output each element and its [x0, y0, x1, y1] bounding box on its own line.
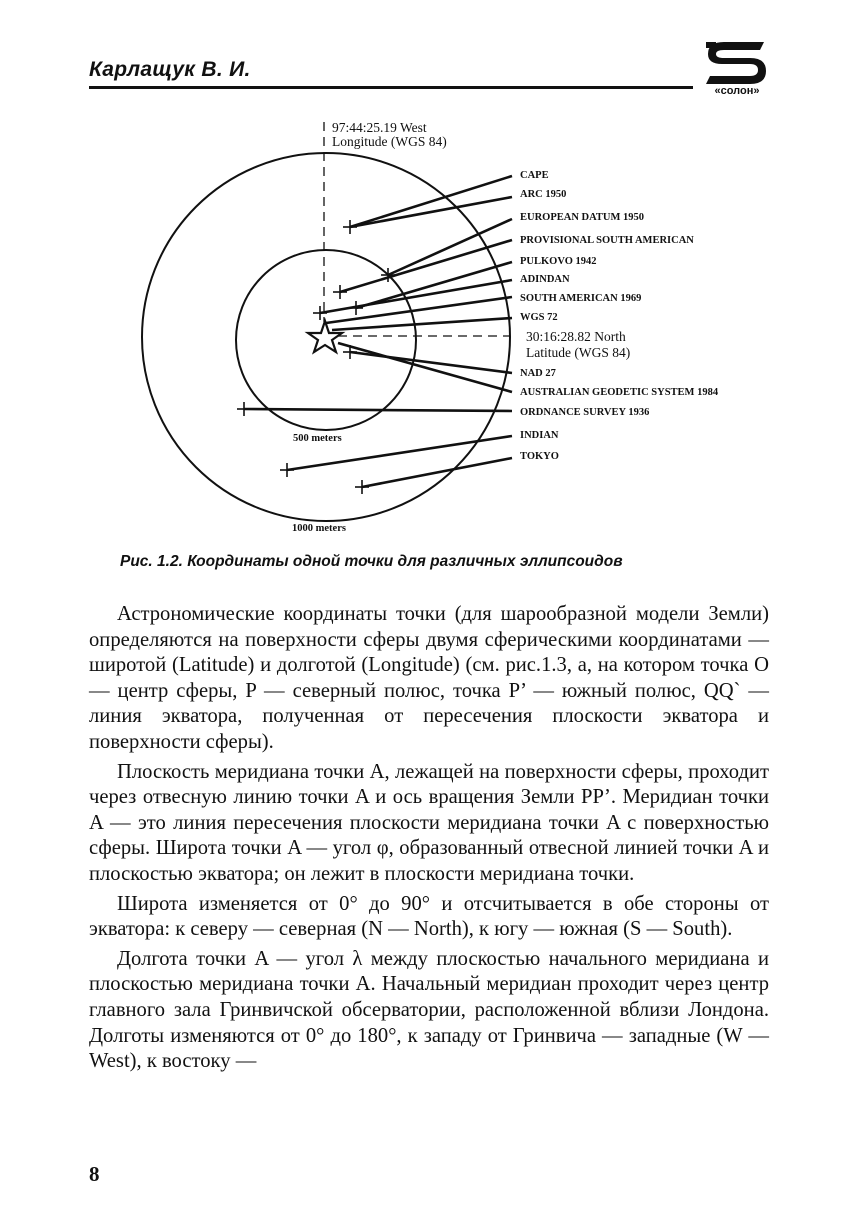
longitude-value: 97:44:25.19 West	[332, 120, 427, 135]
publisher-logo-text: «солон»	[714, 85, 760, 97]
datum-label: SOUTH AMERICAN 1969	[520, 293, 642, 304]
datum-label: TOKYO	[520, 451, 559, 462]
latitude-value: 30:16:28.82 North	[526, 329, 626, 344]
datum-marker-pulkovo	[349, 301, 363, 315]
datum-line-australian-1984	[338, 343, 512, 392]
paragraph: Долгота точки A — угол λ между плоскостью начального меридиана и плоскостью меридиана точки A. Начальный меридиан проходит через центр главного зала Гринвичской обсерватории, расположенной вблизи Лондона. Долготы изменяются от 0° до 180°, к западу от Гринвича — западные (W — West), к востоку —	[89, 947, 769, 1073]
paragraph: Широта изменяется от 0° до 90° и отсчитывается в обе стороны от экватора: к северу — северная (N — North), к югу — южная (S — South).	[89, 892, 769, 941]
datum-line-adindan	[320, 280, 512, 313]
datum-label: ARC 1950	[520, 189, 567, 200]
datum-label: CAPE	[520, 170, 549, 181]
paragraph: Астрономические координаты точки (для шарообразной модели Земли) определяются на поверхности сферы двумя сферическими координатами — широтой (Latitude) и долготой (Longitude) (см. рис.1.3, а, на котором точка O — центр сферы, P — северный полюс, точка P’ — южный полюс, QQ` — линия экватора, полученная от пересечения плоскости экватора и поверхности сферы).	[89, 603, 769, 753]
latitude-label: Latitude (WGS 84)	[526, 345, 631, 360]
datum-label: ADINDAN	[520, 274, 570, 285]
datum-marker-ordnance	[237, 402, 251, 416]
datum-label: PULKOVO 1942	[520, 256, 597, 267]
ring-1000-label: 1000 meters	[292, 523, 346, 534]
datum-marker-tokyo	[355, 480, 369, 494]
datum-line-wgs72	[332, 318, 512, 330]
datum-marker-provisional	[333, 285, 347, 299]
datum-label: WGS 72	[520, 312, 558, 323]
datum-label: AUSTRALIAN GEODETIC SYSTEM 1984	[520, 387, 719, 398]
datum-label: NAD 27	[520, 368, 556, 379]
running-header-author: Карлащук В. И.	[89, 58, 251, 81]
datum-marker-indian	[280, 463, 294, 477]
datum-label: EUROPEAN DATUM 1950	[520, 212, 645, 223]
datum-marker-cape-arc	[343, 220, 357, 234]
wgs84-star-marker	[308, 321, 342, 352]
paragraph: Плоскость меридиана точки A, лежащей на поверхности сферы, проходит через отвесную линию точки A и ось вращения Земли PP’. Меридиан точки A — это линия пересечения плоскости меридиана точки A с поверхностью сферы. Широта точки A — угол φ, образованный отвесной линией точки A и плоскостью экватора; он лежит в плоскости меридиана точки.	[89, 760, 769, 885]
datum-label: ORDNANCE SURVEY 1936	[520, 407, 650, 418]
body-text	[89, 602, 769, 1079]
figure-caption: Рис. 1.2. Координаты одной точки для различных эллипсоидов	[120, 553, 623, 570]
ring-500-label: 500 meters	[293, 433, 342, 444]
datum-label: PROVISIONAL SOUTH AMERICAN	[520, 235, 694, 246]
datum-diagram	[0, 0, 857, 560]
datum-label: INDIAN	[520, 430, 559, 441]
longitude-label: Longitude (WGS 84)	[332, 134, 447, 149]
datum-line-ordnance-survey-1936	[244, 409, 512, 411]
page-number: 8	[89, 1162, 100, 1186]
